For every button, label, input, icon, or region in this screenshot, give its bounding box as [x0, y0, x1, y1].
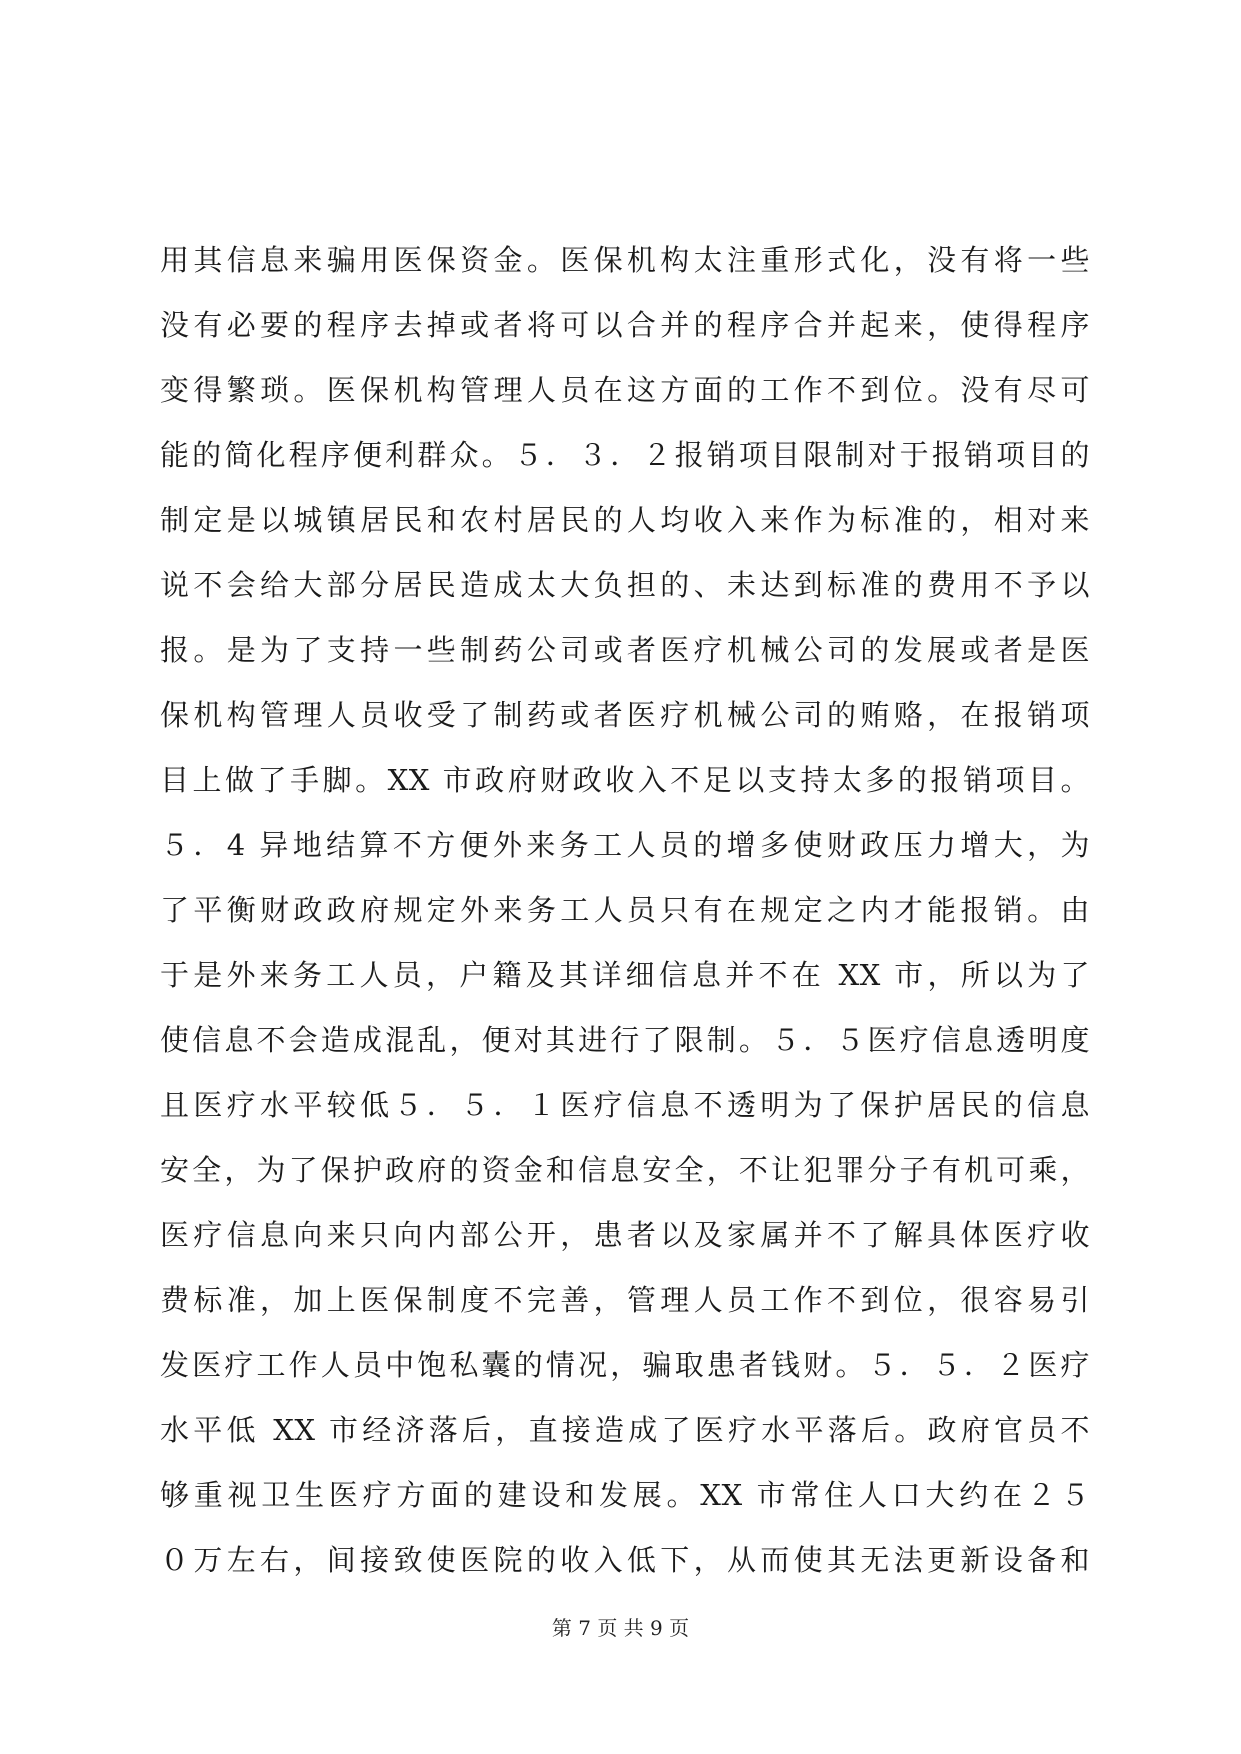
body-text: [160, 228, 1090, 1593]
text-line: 制定是以城镇居民和农村居民的人均收入来作为标准的，相对来: [160, 503, 1090, 537]
text-line: ０万左右，间接致使医院的收入低下，从而使其无法更新设备和: [160, 1543, 1090, 1577]
page-footer: [0, 1612, 1241, 1641]
text-line: 报。是为了支持一些制药公司或者医疗机械公司的发展或者是医: [160, 633, 1090, 667]
text-line: 于是外来务工人员，户籍及其详细信息并不在 XX 市，所以为了: [160, 958, 1090, 992]
text-line: ５．4 异地结算不方便外来务工人员的增多使财政压力增大，为: [160, 828, 1090, 862]
text-line: 发医疗工作人员中饱私囊的情况，骗取患者钱财。５．５．２医疗: [160, 1348, 1090, 1382]
text-line: 费标准，加上医保制度不完善，管理人员工作不到位，很容易引: [160, 1283, 1090, 1317]
text-line: 了平衡财政政府规定外来务工人员只有在规定之内才能报销。由: [160, 893, 1090, 927]
text-line: 使信息不会造成混乱，便对其进行了限制。５．５医疗信息透明度: [160, 1023, 1090, 1057]
text-line: 没有必要的程序去掉或者将可以合并的程序合并起来，使得程序: [160, 308, 1090, 342]
text-line: 够重视卫生医疗方面的建设和发展。XX 市常住人口大约在２５: [160, 1478, 1090, 1512]
text-line: 用其信息来骗用医保资金。医保机构太注重形式化，没有将一些: [160, 243, 1090, 277]
text-line: 保机构管理人员收受了制药或者医疗机械公司的贿赂，在报销项: [160, 698, 1090, 732]
text-line: 能的简化程序便利群众。５．３．２报销项目限制对于报销项目的: [160, 438, 1090, 472]
text-line: 且医疗水平较低５．５．１医疗信息不透明为了保护居民的信息: [160, 1088, 1090, 1122]
text-line: 安全，为了保护政府的资金和信息安全，不让犯罪分子有机可乘，: [160, 1153, 1090, 1187]
text-line: 变得繁琐。医保机构管理人员在这方面的工作不到位。没有尽可: [160, 373, 1090, 407]
text-line: 医疗信息向来只向内部公开，患者以及家属并不了解具体医疗收: [160, 1218, 1090, 1252]
page-number-label: 第 7 页 共 9 页: [551, 1616, 690, 1640]
text-line: 目上做了手脚。XX 市政府财政收入不足以支持太多的报销项目。: [160, 763, 1090, 797]
text-line: 说不会给大部分居民造成太大负担的、未达到标准的费用不予以: [160, 568, 1090, 602]
text-line: 水平低 XX 市经济落后，直接造成了医疗水平落后。政府官员不: [160, 1413, 1090, 1447]
